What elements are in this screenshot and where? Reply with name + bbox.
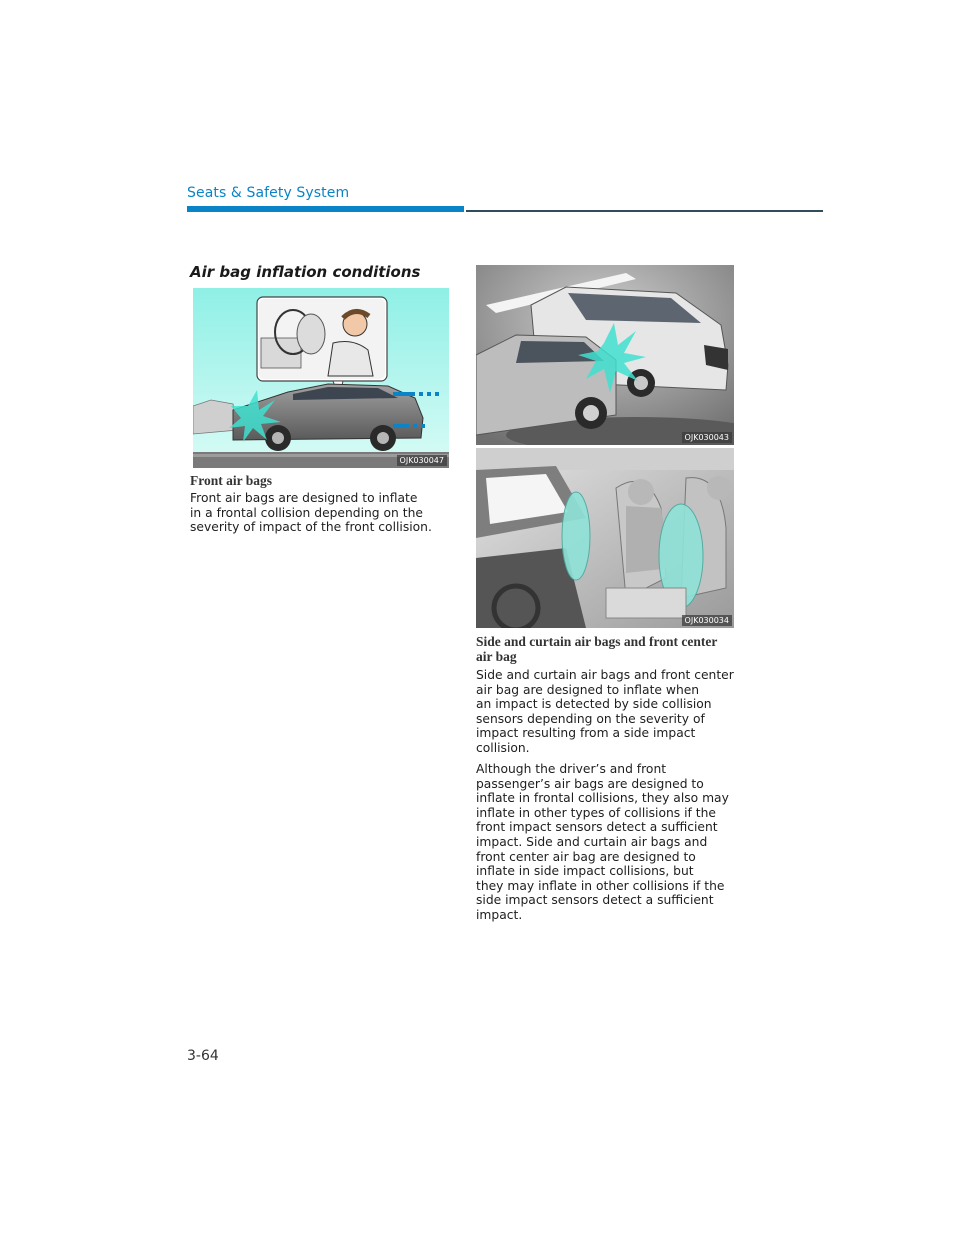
text-line: severity of impact of the front collision. [190, 520, 432, 535]
text-line: impact. [476, 907, 523, 922]
side-curtain-subheading [476, 634, 717, 664]
text-line: Side and curtain air bags and front center [476, 668, 734, 682]
text-line: in a frontal collision depending on the [190, 505, 423, 520]
side-collision-illustration [476, 265, 734, 445]
side-curtain-paragraph-1 [476, 668, 734, 756]
text-line: inflate in frontal collisions, they also may [476, 791, 729, 806]
front-airbag-figure [193, 288, 449, 468]
text-line: impact. Side and curtain air bags and [476, 834, 708, 849]
text-line: passenger’s air bags are designed to [476, 776, 704, 791]
header-rule-accent [187, 206, 464, 212]
text-line: Front air bags are designed to inflate [190, 491, 418, 505]
subheading-line: Side and curtain air bags and front center [476, 634, 718, 649]
front-airbags-subheading: Front air bags [190, 473, 273, 488]
curtain-airbag-figure [476, 448, 734, 628]
text-line: inflate in side impact collisions, but [476, 864, 694, 879]
header-section-title: Seats & Safety System [187, 185, 350, 201]
front-airbags-paragraph [190, 491, 432, 535]
header-rule [466, 210, 823, 212]
front-collision-illustration [193, 288, 449, 468]
curtain-airbag-illustration [476, 448, 734, 628]
text-line: they may inflate in other collisions if the [476, 878, 725, 893]
figure-code: OJK030043 [682, 432, 732, 443]
figure-code: OJK030047 [397, 455, 447, 466]
text-line: Although the driver’s and front [476, 762, 667, 776]
text-line: impact resulting from a side impact [476, 726, 696, 741]
text-line: front center air bag are designed to [476, 849, 696, 864]
figure-code: OJK030034 [682, 615, 732, 626]
text-line: collision. [476, 740, 530, 755]
text-line: air bag are designed to inflate when [476, 682, 700, 697]
text-line: sensors depending on the severity of [476, 711, 705, 726]
text-line: an impact is detected by side collision [476, 697, 712, 712]
subheading-line: air bag [476, 649, 517, 664]
section-heading: Air bag inflation conditions [190, 263, 421, 281]
text-line: side impact sensors detect a sufficient [476, 893, 714, 908]
text-line: front impact sensors detect a sufficient [476, 820, 718, 835]
side-collision-figure [476, 265, 734, 445]
page-number: 3-64 [187, 1048, 219, 1064]
side-curtain-paragraph-2 [476, 762, 729, 923]
text-line: inflate in other types of collisions if the [476, 805, 716, 820]
